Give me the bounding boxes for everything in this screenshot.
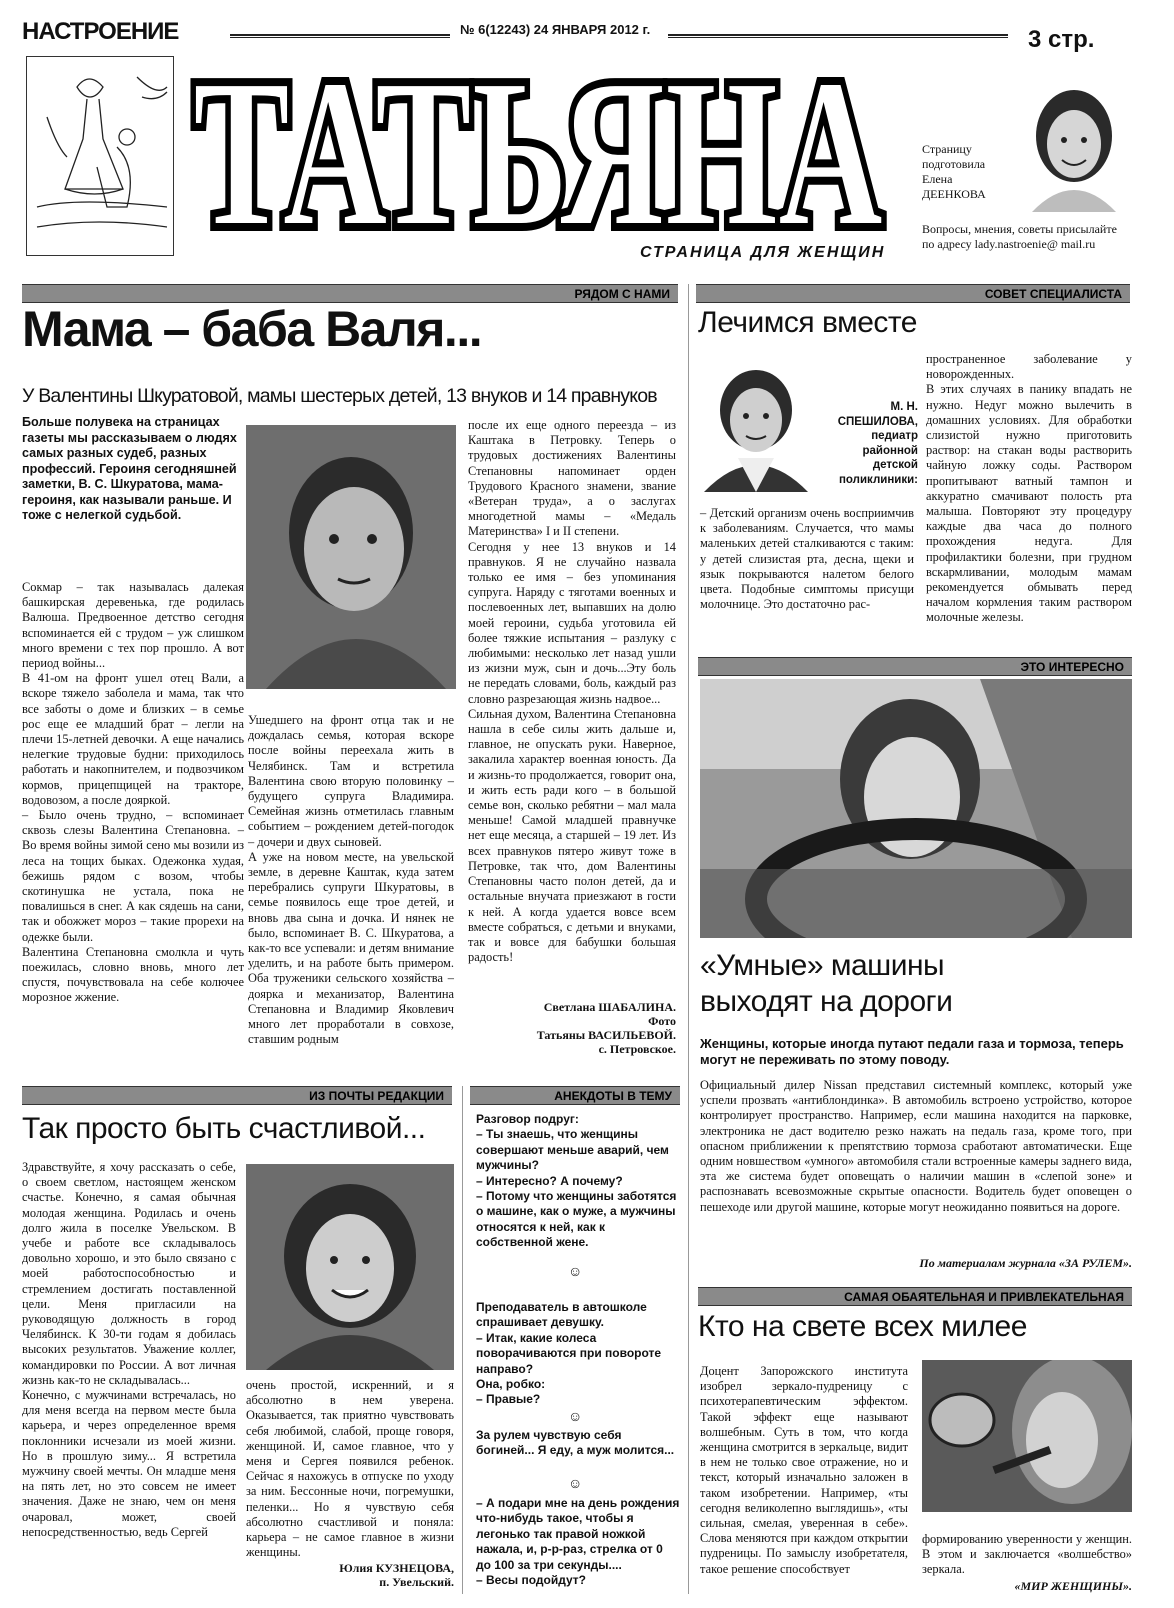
article2-title: Лечимся вместе <box>698 306 917 339</box>
article6-title: Кто на свете всех милее <box>698 1310 1027 1343</box>
article1-col1: Сокмар – так называлась далекая башкирская деревенька, где родилась Валюша. Предвоенное детство сегодня вспоминается ей с трудом – уж слишком много времени с тех пор прошло. А вот период войны... В 41-ом на фронт ушел отец Вали, а вскоре тяжело заболела и мама, так что все заботы о доме и близких – в семье рос еще ее младший брат – легли на плечи 15-летней девочки. А еще начались нелегкие трудовые будни: приходилось работать и накопнителем, и подвозчиком кормов, прицепщицей на тракторе, водовозом, а после дояркой. – Было очень трудно, – вспоминает сквозь слезы Валентина Степановна. – Во время войны зимой сено мы возили из леса на тощих быках. Одежонка худая, бежишь рядом с возом, чтобы скотинушка не устала, пока не повалишься в снег. А как сядешь на сани, так и обожжет мороз – такие прорехи на одежке были. Валентина Степановна смолкла и чуть поежилась, словно вновь, много лет спустя, почувствовала на себе колючее морозное жжение. <box>22 580 244 1005</box>
article1-photo <box>246 425 456 689</box>
article6-col1: Доцент Запорожского института изобрел зеркало-пудреницу с психотерапевтическим эффектом. Такой эффект еще называют волшебным. Суть в том, что когда женщина смотрится в зеркальце, видит в нем не только свое отражение, но и текст, который изначально заложен в таком изобретении. Например, «ты сегодня великолепно выглядишь», «ты сильная, смелая, уверенная в себе». Слова меняются при каждом открытии пудреницы. По замыслу изобретателя, такое решение способствует <box>700 1364 908 1576</box>
article4-photo <box>246 1164 454 1370</box>
article3-title: «Умные» машины выходят на дороги <box>700 949 953 1018</box>
article4-col1: Здравствуйте, я хочу рассказать о себе, о своем светлом, настоящем женском счастье. Конечно, я самая обычная молодая женщина. Родилась и очень долго жила в поселке Увельском. В учебе и работе все складывалось довольно хорошо, и это было связано с моей работоспособностью и стремлением достигать поставленной цели. Меня пригласили на руководящую должность в город Челябинск. К 30-ти годам я добилась высоких результатов. Уважение коллег, командировки по России. А вот личная жизнь как-то не складывалась... Конечно, с мужчинами встречалась, но для меня всегда на первом месте была карьера, и через определенное время поклонники исчезали из моей жизни. Но в прошлую зиму... Я встретила мужчину своей мечты. Он младше меня на пять лет, но это совсем не имеет значения. Даже не знаю, чем он меня очаровал, может, своей непосредственностью, ведь Сергей <box>22 1160 236 1539</box>
rubric-mail: ИЗ ПОЧТЫ РЕДАКЦИИ <box>22 1086 452 1105</box>
article2-photo <box>700 358 812 492</box>
article4-col2: очень простой, искренний, и я абсолютно в нем уверена. Оказывается, так приятно чувствовать себя любимой, слабой, проще говоря, женщиной. И, самое главное, что у меня и Сергея появился ребенок. Сейчас я нахожусь в отпуске по уходу за ним. Бессонные ночи, погремушки, пеленки... Но я чувствую себя абсолютно счастливой и поняла: карьера – не самое главное в жизни женщины. <box>246 1378 454 1560</box>
masthead-rule-right <box>668 34 1008 38</box>
joke-1: Разговор подруг: – Ты знаешь, что женщины совершают меньше аварий, чем мужчины? – Интересно? А почему? – Потому что женщины заботятся о машине, как о муже, а мужчины относятся к ней, как к собственной жене. <box>476 1112 677 1250</box>
rubric-nearby: РЯДОМ С НАМИ <box>22 284 678 303</box>
joke-2: Преподаватель в автошколе спрашивает девушку. – Итак, какие колеса поворачиваются при повороте направо? Она, робко: – Правые? <box>476 1300 662 1407</box>
divider <box>462 1086 463 1594</box>
newspaper-title <box>188 44 888 244</box>
article4-signature: Юлия КУЗНЕЦОВА, п. Увельский. <box>339 1561 454 1589</box>
article3-lead: Женщины, которые иногда путают педали газа и тормоза, теперь могут не переживать по этому поводу. <box>700 1036 1124 1067</box>
article4-title: Так просто быть счастливой... <box>22 1112 426 1145</box>
joke-3: За рулем чувствую себя богиней... Я еду, а муж молится... <box>476 1428 675 1458</box>
issue-info: № 6(12243) 24 ЯНВАРЯ 2012 г. <box>460 22 651 37</box>
divider <box>688 284 689 1594</box>
article1-col3: после их еще одного переезда – из Каштака в Петровку. Теперь о трудовых достижениях Валентины Степановны напоминает орден Трудового Красного знамени, звание «Ветеран труда», а о заслугах многодетной мамы – «Медаль Материнства» I и II степени. Сегодня у нее 13 внуков и 14 правнуков. Я не случайно назвала только ее имя – без упоминания супруга. Наряду с тяготами военных и послевоенных лет, выпавших на долю моей героини, судьба уготовила ей более тяжкие испытания – разлуку с любимыми: несколько лет назад ушли из жизни муж, сын и дочь...Эту боль не передать словами, боль, каждый раз словно разрезающая жизнь надвое... Сильная духом, Валентина Степановна нашла в себе силы жить дальше и, главное, не опускать руки. Наверное, закалила характер военная юность. Да и жизнь-то продолжается, говорит она, и жить есть ради кого – в большой семье вон, сколько ребятни – мал мала меньше! Самой младшей правнучке нет еще месяца, а старшей – 19 лет. Из всех правнуков пятеро живут тоже в Петровке, так что, дом Валентины Степановны часто полон детей, да и остальные внучата приезжают в гости к ней. А когда удается вовсе всем вместе собраться, с детьми и внуками, так и вовсе для бабушки большая радость! <box>468 418 676 965</box>
rubric-jokes: АНЕКДОТЫ В ТЕМУ <box>470 1086 680 1105</box>
joke-4: – А подари мне на день рождения что-нибудь такое, чтобы я легонько так правой ножкой нажала, и, р-р-раз, стрелка от 0 до 100 за три секунды.... – Весы подойдут? <box>476 1496 680 1588</box>
article2-expert: М. Н. СПЕШИЛОВА, педиатр районной детской поликлиники: <box>837 401 918 486</box>
page-subtitle: СТРАНИЦА ДЛЯ ЖЕНЩИН <box>640 244 886 261</box>
editor-note: Страницу подготовила Елена ДЕЕНКОВА <box>922 142 986 201</box>
article3-source: По материалам журнала «ЗА РУЛЕМ». <box>919 1256 1132 1270</box>
svg-text:ТАТЬЯНА: ТАТЬЯНА <box>193 44 883 244</box>
page-number: 3 стр. <box>1028 26 1095 53</box>
smiley-icon: ☺ <box>568 1408 583 1424</box>
contact-info: Вопросы, мнения, советы присылайте по адресу lady.nastroenie@ mail.ru <box>922 222 1117 251</box>
article6-photo <box>922 1360 1132 1512</box>
article2-col1: – Детский организм очень восприимчив к заболеваниям. Случается, что мамы маленьких детей сталкиваются с таким: у детей слизистая рта, десна, щеки и язык покрываются налетом белого цвета. Подобные симптомы присущи молочнице. Это достаточно рас- <box>700 506 914 612</box>
article6-col2: формированию уверенности у женщин. В этом и заключается «волшебство» зеркала. <box>922 1532 1132 1577</box>
article1-title: Мама – баба Валя... <box>22 301 482 357</box>
smiley-icon: ☺ <box>568 1475 583 1491</box>
article3-photo <box>700 679 1132 938</box>
article1-col2: Ушедшего на фронт отца так и не дождалась семья, которая вскоре после войны переехала жить в Челябинск. Там и встретила Валентина свою вторую половинку – будущего супруга Владимира. Семейная жизнь отметилась главным событием – рождением детей-погодок – дочери и двух сыновей. А уже на новом месте, на увельской земле, в деревне Каштак, куда затем перебрались супруги Шкуратовы, в семье появилось еще трое детей, и вновь два сына и дочка. И нянек не было, вспоминает В. С. Шкуратова, а как-то все успевали: и детям внимание уделить, и на работе быть примером. Оба труженики сельского хозяйства – доярка и механизатор, Валентина Степановна и Владимир Яковлевич много лет проработали в совхозе, ставшим родным <box>248 713 454 1047</box>
smiley-icon: ☺ <box>568 1263 583 1279</box>
article1-lead: Больше полувека на страницах газеты мы рассказываем о людях самых разных судеб, разных профессий. Героиня сегодняшней заметки, В. С. Шкуратова, мама-героиня, как называли раньше. И тоже с нелегкой судьбой. <box>22 415 237 522</box>
rubric-charming: САМАЯ ОБАЯТЕЛЬНАЯ И ПРИВЛЕКАТЕЛЬНАЯ <box>698 1287 1132 1306</box>
article1-subtitle: У Валентины Шкуратовой, мамы шестерых детей, 13 внуков и 14 правнуков <box>22 385 657 407</box>
rubric-interesting: ЭТО ИНТЕРЕСНО <box>698 657 1132 676</box>
section-name: НАСТРОЕНИЕ <box>22 18 179 45</box>
article6-source: «МИР ЖЕНЩИНЫ». <box>1014 1579 1132 1593</box>
masthead-rule <box>230 34 450 38</box>
article1-signature: Светлана ШАБАЛИНА. Фото Татьяны ВАСИЛЬЕВОЙ. с. Петровское. <box>536 1000 676 1056</box>
editor-photo <box>1018 78 1130 212</box>
article2-col2: пространенное заболевание у новорожденных. В этих случаях в панику впадать не нужно. Недуг можно вылечить в домашних условиях. Для обработки слизистой нужно приготовить раствор: на стакан воды растворить чайную ложку соды. Раствором пропитывают ватный тампон и аккуратно смачивают полость рта малыша. Повторяют эту процедуру каждые два часа до полного прохождения недуга. Для профилактики болезни, при грудном вскармливании, молодым мамам рекомендуется обмывать перед началом кормления таким раствором молочные железы. <box>926 352 1132 625</box>
rubric-expert-advice: СОВЕТ СПЕЦИАЛИСТА <box>696 284 1130 303</box>
masthead-illustration <box>26 56 174 256</box>
svg-text:ТАТЬЯНА: ТАТЬЯНА <box>193 44 883 244</box>
article3-body: Официальный дилер Nissan представил системный комплекс, который уже успели прозвать «антиблондинка». В автомобиль встроено устройство, которое контролирует пространство. Например, если машина находится на парковке, электроника не даст водителю резко нажать на педаль газа, кроме того, при опасном приближении к препятствию тормоза сработают автоматически. Еще одним новшеством «умного» автомобиля стали встроенные камеры заднего вида, эта же система будет оповещать о наличии машин в «слепой зоне» и распознавать всевозможные скрытые опасности. Водитель будет оповещен о пешеходе или другой машине, которые могут неожиданно появиться на дороге. <box>700 1078 1132 1214</box>
